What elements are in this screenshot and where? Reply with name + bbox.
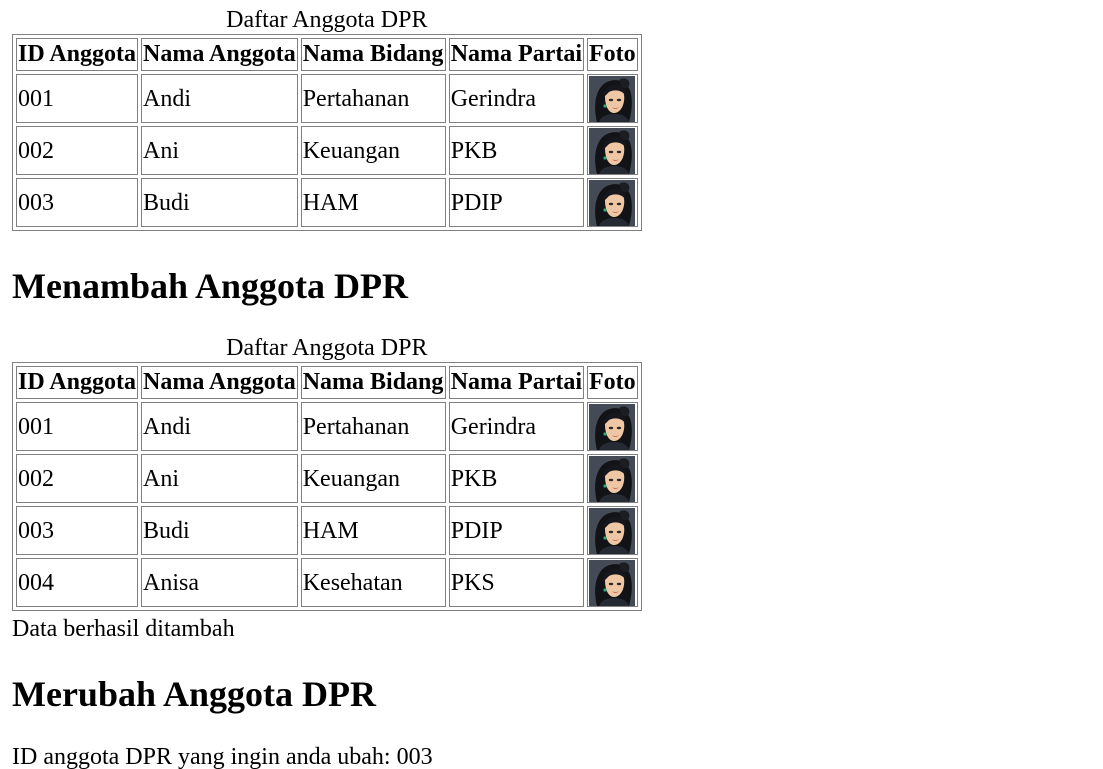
edit-heading: Merubah Anggota DPR (12, 674, 377, 714)
cell-nama: Ani (141, 126, 298, 175)
cell-bidang: Keuangan (301, 126, 446, 175)
add-heading: Menambah Anggota DPR (12, 266, 409, 306)
cell-bidang: Kesehatan (301, 558, 446, 607)
header-id: ID Anggota (16, 38, 138, 71)
header-bidang: Nama Bidang (301, 38, 446, 71)
avatar-photo (589, 180, 635, 226)
cell-nama: Anisa (141, 558, 298, 607)
cell-bidang: HAM (301, 506, 446, 555)
members-table-initial (12, 8, 642, 231)
cell-nama: Budi (141, 506, 298, 555)
header-foto: Foto (587, 366, 638, 399)
cell-bidang: Pertahanan (301, 402, 446, 451)
add-section (12, 266, 408, 306)
table-row (16, 558, 638, 607)
cell-partai: PKS (449, 558, 584, 607)
cell-nama: Andi (141, 402, 298, 451)
avatar-photo (589, 404, 635, 450)
cell-partai: PKB (449, 126, 584, 175)
table-block-2 (12, 336, 642, 611)
cell-bidang: Pertahanan (301, 74, 446, 123)
cell-foto (587, 558, 638, 607)
header-foto: Foto (587, 38, 638, 71)
table-caption: Daftar Anggota DPR (226, 335, 428, 361)
cell-foto (587, 454, 638, 503)
header-bidang: Nama Bidang (301, 366, 446, 399)
table-row (16, 506, 638, 555)
header-id: ID Anggota (16, 366, 138, 399)
cell-foto (587, 74, 638, 123)
cell-id: 003 (16, 506, 138, 555)
members-table-after-add (12, 336, 642, 611)
cell-id: 002 (16, 454, 138, 503)
cell-id: 001 (16, 74, 138, 123)
table-row (16, 126, 638, 175)
add-success-message: Data berhasil ditambah (12, 616, 235, 642)
table-row (16, 74, 638, 123)
cell-partai: Gerindra (449, 74, 584, 123)
header-nama: Nama Anggota (141, 366, 298, 399)
avatar-photo (589, 456, 635, 502)
cell-id: 002 (16, 126, 138, 175)
header-nama: Nama Anggota (141, 38, 298, 71)
cell-foto (587, 126, 638, 175)
cell-id: 004 (16, 558, 138, 607)
cell-nama: Ani (141, 454, 298, 503)
edit-prompt-block (12, 744, 433, 769)
header-partai: Nama Partai (449, 366, 584, 399)
cell-nama: Andi (141, 74, 298, 123)
cell-bidang: Keuangan (301, 454, 446, 503)
cell-foto (587, 506, 638, 555)
cell-id: 003 (16, 178, 138, 227)
cell-partai: Gerindra (449, 402, 584, 451)
edit-id-prompt: ID anggota DPR yang ingin anda ubah: 003 (12, 744, 433, 769)
cell-partai: PDIP (449, 178, 584, 227)
cell-foto (587, 402, 638, 451)
cell-id: 001 (16, 402, 138, 451)
table-row (16, 178, 638, 227)
table-row (16, 402, 638, 451)
cell-foto (587, 178, 638, 227)
table-header-row (16, 366, 638, 399)
header-partai: Nama Partai (449, 38, 584, 71)
table-caption: Daftar Anggota DPR (226, 7, 428, 33)
avatar-photo (589, 560, 635, 606)
message-block (12, 616, 235, 642)
cell-bidang: HAM (301, 178, 446, 227)
cell-partai: PDIP (449, 506, 584, 555)
cell-partai: PKB (449, 454, 584, 503)
table-header-row (16, 38, 638, 71)
avatar-photo (589, 76, 635, 122)
cell-nama: Budi (141, 178, 298, 227)
table-block-1 (12, 8, 642, 231)
table-row (16, 454, 638, 503)
avatar-photo (589, 128, 635, 174)
avatar-photo (589, 508, 635, 554)
edit-section (12, 674, 376, 714)
